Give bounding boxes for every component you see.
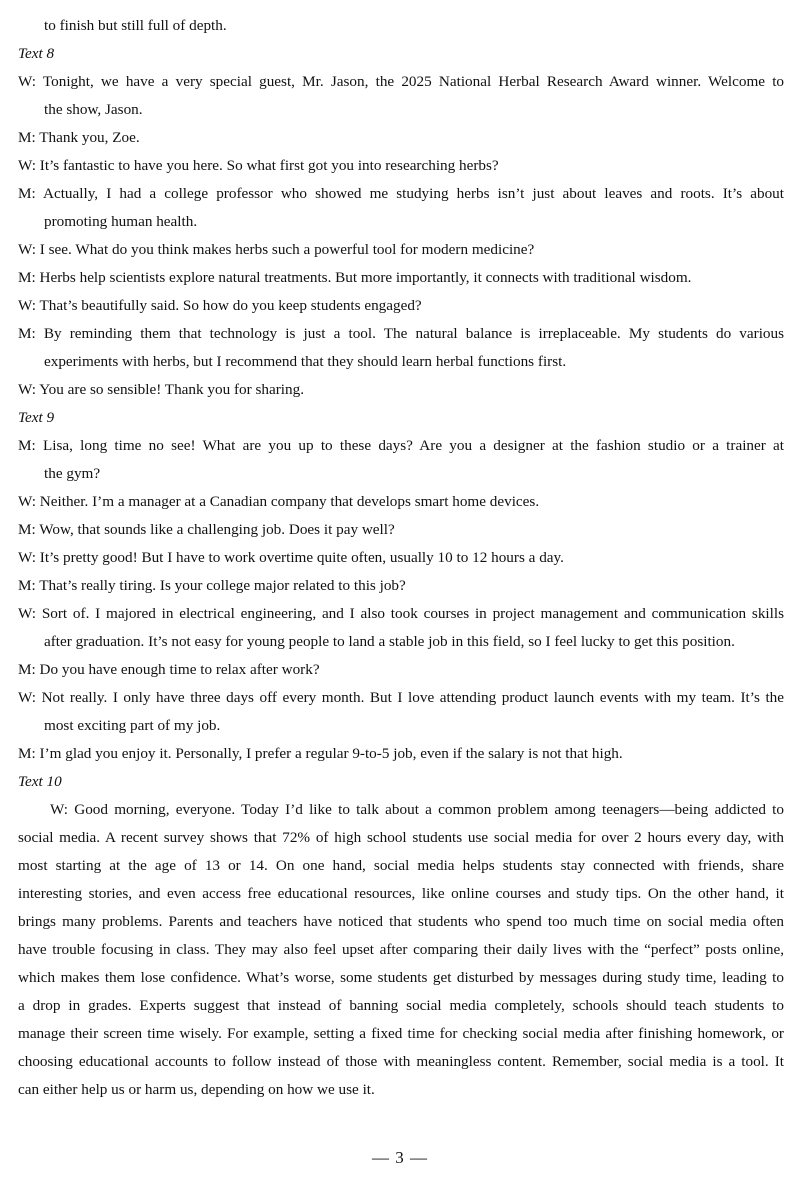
- paragraph-line: choosing educational accounts to follow instead of those with meaningless content. Remember, social media is a tool. It: [18, 1053, 784, 1070]
- dialogue-turn: [18, 264, 784, 292]
- dialogue-line: [18, 152, 784, 180]
- dialogue-turn: [18, 236, 784, 264]
- speaker-label: W:: [18, 493, 36, 510]
- dialogue-text: I see. What do you think makes herbs such a powerful tool for modern medicine?: [39, 241, 535, 258]
- dialogue-text: experiments with herbs, but I recommend that they should learn herbal functions first.: [44, 353, 567, 370]
- dialogue-line: [18, 68, 784, 96]
- paragraph-line: have trouble focusing in class. They may also feel upset after comparing their daily lives with the “perfect” posts online,: [18, 941, 784, 958]
- speaker-label: M:: [18, 521, 36, 538]
- dialogue-turn: [18, 292, 784, 320]
- dialogue-line: [18, 460, 784, 488]
- dialogue-text: By reminding them that technology is just a tool. The natural balance is irreplaceable. My students do various: [43, 325, 785, 342]
- dialogue-line: [18, 712, 784, 740]
- dialogue-text: Herbs help scientists explore natural treatments. But more importantly, it connects with traditional wisdom.: [39, 269, 692, 286]
- dialogue-turn: [18, 124, 784, 152]
- speaker-label: M:: [18, 577, 36, 594]
- dialogue-text: Thank you, Zoe.: [39, 129, 140, 146]
- dialogue-line: [18, 376, 784, 404]
- speaker-label: M:: [18, 745, 36, 762]
- text9-section: [18, 404, 784, 768]
- paragraph-line: which makes them lose confidence. What’s worse, some students get disturbed by messages during study time, leading to: [18, 969, 784, 986]
- paragraph-line: can either help us or harm us, depending on how we use it.: [18, 1081, 375, 1098]
- speaker-label: M:: [18, 185, 36, 202]
- text10-paragraph: [18, 796, 784, 1104]
- dialogue-line: [18, 264, 784, 292]
- dialogue-turn: [18, 656, 784, 684]
- dialogue-text: Do you have enough time to relax after work?: [39, 661, 320, 678]
- dialogue-text: the gym?: [44, 465, 101, 482]
- speaker-label: W:: [18, 73, 36, 90]
- dialogue-text: Neither. I’m a manager at a Canadian company that develops smart home devices.: [39, 493, 540, 510]
- dialogue-text: I’m glad you enjoy it. Personally, I prefer a regular 9-to-5 job, even if the salary is not that high.: [39, 745, 623, 762]
- dialogue-line: [18, 96, 784, 124]
- speaker-label: W:: [18, 605, 36, 622]
- dialogue-line: [18, 124, 784, 152]
- text8-section: [18, 40, 784, 404]
- dialogue-line: [18, 208, 784, 236]
- speaker-label: W:: [18, 241, 36, 258]
- speaker-label: M:: [18, 437, 36, 454]
- dialogue-text: Wow, that sounds like a challenging job. Does it pay well?: [39, 521, 395, 538]
- dialogue-turn: [18, 488, 784, 516]
- paragraph-line: most starting at the age of 13 or 14. On one hand, social media helps students stay connected with friends, share: [18, 857, 784, 874]
- dialogue-text: It’s pretty good! But I have to work overtime quite often, usually 10 to 12 hours a day.: [39, 549, 564, 566]
- dialogue-line: [18, 292, 784, 320]
- dialogue-turn: [18, 684, 784, 740]
- paragraph-line: W: Good morning, everyone. Today I’d like to talk about a common problem among teenagers—being addicted to: [50, 801, 784, 818]
- dialogue-text: It’s fantastic to have you here. So what first got you into researching herbs?: [39, 157, 499, 174]
- dialogue-line: [18, 600, 784, 628]
- speaker-label: W:: [18, 689, 36, 706]
- dialogue-line: [18, 572, 784, 600]
- dialogue-text: promoting human health.: [44, 213, 198, 230]
- dialogue-turn: [18, 320, 784, 376]
- speaker-label: W:: [18, 297, 36, 314]
- dialogue-line: [18, 432, 784, 460]
- dialogue-turn: [18, 544, 784, 572]
- text10-section: [18, 768, 784, 1104]
- dialogue-turn: [18, 68, 784, 124]
- speaker-label: M:: [18, 129, 36, 146]
- speaker-label: M:: [18, 325, 36, 342]
- dialogue-text: Tonight, we have a very special guest, Mr. Jason, the 2025 National Herbal Research Award winner. Welcome to: [42, 73, 785, 90]
- paragraph-line: a drop in grades. Experts suggest that instead of banning social media completely, schools should teach students to: [18, 997, 784, 1014]
- paragraph-line: manage their screen time wisely. For example, setting a fixed time for checking social media after finishing homework, or: [18, 1025, 784, 1042]
- paragraph-line: social media. A recent survey shows that 72% of high school students use social media for over 2 hours every day, with: [18, 829, 784, 846]
- dialogue-line: [18, 236, 784, 264]
- dialogue-line: [18, 684, 784, 712]
- dialogue-line: [18, 516, 784, 544]
- speaker-label: W:: [18, 549, 36, 566]
- dialogue-line: [18, 544, 784, 572]
- dialogue-text: Actually, I had a college professor who showed me studying herbs isn’t just about leaves and roots. It’s about: [43, 185, 784, 202]
- text9-heading: Text 9: [18, 409, 55, 426]
- continued-line: to finish but still full of depth.: [44, 17, 227, 34]
- dialogue-line: [18, 656, 784, 684]
- dialogue-line: [18, 320, 784, 348]
- dialogue-turn: [18, 432, 784, 488]
- dialogue-turn: [18, 516, 784, 544]
- text10-heading: Text 10: [18, 773, 62, 790]
- dialogue-text: most exciting part of my job.: [44, 717, 221, 734]
- dialogue-text: Sort of. I majored in electrical engineering, and I also took courses in project management and communication skills: [41, 605, 785, 622]
- speaker-label: W:: [18, 157, 36, 174]
- page-number: — 3 —: [372, 1148, 428, 1167]
- dialogue-text: the show, Jason.: [44, 101, 143, 118]
- dialogue-turn: [18, 152, 784, 180]
- speaker-label: M:: [18, 661, 36, 678]
- dialogue-text: after graduation. It’s not easy for young people to land a stable job in this field, so I feel lucky to get this position.: [44, 633, 735, 650]
- dialogue-text: Not really. I only have three days off every month. But I love attending product launch events with my team. It’s the: [41, 689, 785, 706]
- dialogue-line: [18, 180, 784, 208]
- text9-dialogue: [18, 432, 784, 768]
- text8-heading: Text 8: [18, 45, 55, 62]
- dialogue-text: Lisa, long time no see! What are you up to these days? Are you a designer at the fashion studio or a trainer at: [42, 437, 785, 454]
- dialogue-line: [18, 348, 784, 376]
- dialogue-text: That’s really tiring. Is your college major related to this job?: [39, 577, 406, 594]
- dialogue-turn: [18, 572, 784, 600]
- dialogue-line: [18, 488, 784, 516]
- dialogue-turn: [18, 740, 784, 768]
- dialogue-turn: [18, 600, 784, 656]
- paragraph-line: brings many problems. Parents and teachers have noticed that students who spend too much time on social media often: [18, 913, 784, 930]
- speaker-label: M:: [18, 269, 36, 286]
- dialogue-turn: [18, 180, 784, 236]
- dialogue-text: You are so sensible! Thank you for sharing.: [39, 381, 304, 398]
- paragraph-line: interesting stories, and even access free educational resources, like online courses and study tips. On the other hand, it: [18, 885, 784, 902]
- speaker-label: W:: [18, 381, 36, 398]
- dialogue-line: [18, 740, 784, 768]
- dialogue-turn: [18, 376, 784, 404]
- dialogue-text: That’s beautifully said. So how do you keep students engaged?: [39, 297, 422, 314]
- text8-dialogue: [18, 68, 784, 404]
- dialogue-line: [18, 628, 784, 656]
